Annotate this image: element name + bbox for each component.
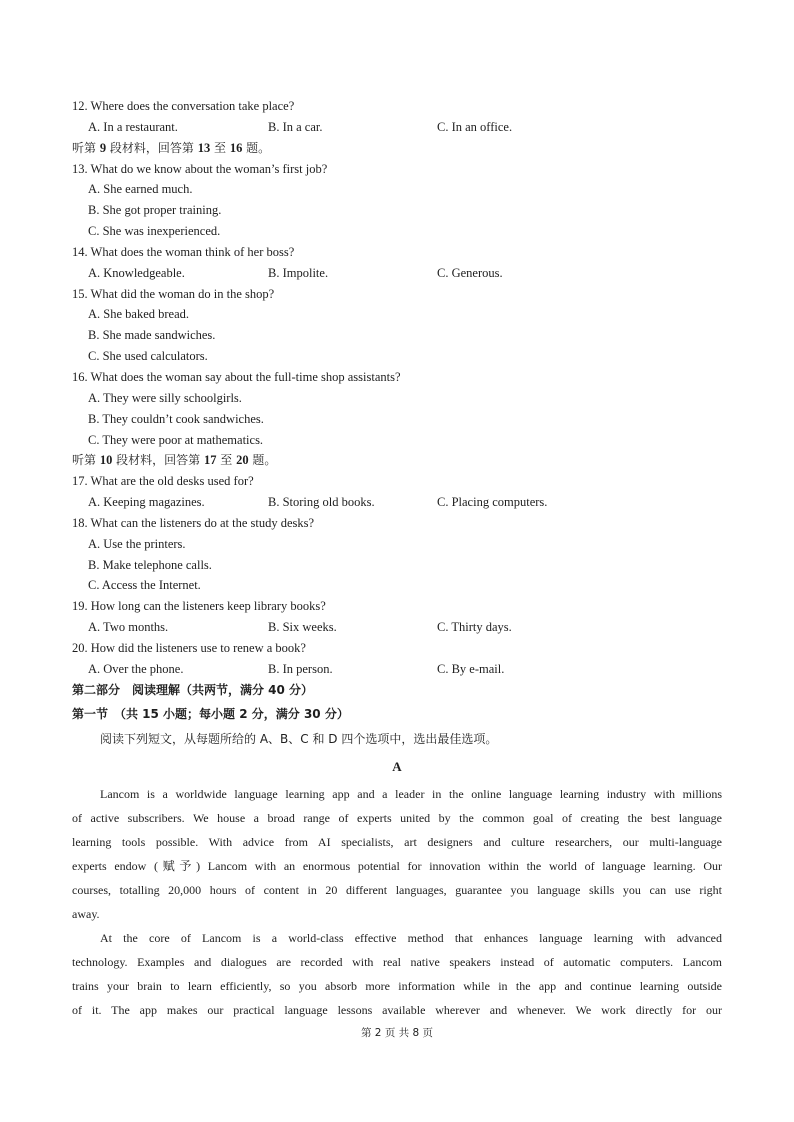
passage-line: Lancom is a worldwide language learning app and a leader in the online language learning industry with millions xyxy=(100,787,722,801)
question-14-stem: 14. What does the woman think of her boss? xyxy=(72,244,295,259)
question-17-option: B. Storing old books. xyxy=(268,495,375,510)
question-20-option: A. Over the phone. xyxy=(88,661,184,676)
question-18-option: A. Use the printers. xyxy=(88,536,186,551)
question-16-option: A. They were silly schoolgirls. xyxy=(88,390,242,405)
question-12-option: B. In a car. xyxy=(268,119,323,134)
question-17-option: C. Placing computers. xyxy=(437,495,548,510)
question-18-option: C. Access the Internet. xyxy=(88,578,201,593)
passage-line: courses, totalling 20,000 hours of content in 20 different languages, guarantee you language skills you can use right xyxy=(72,883,722,897)
passage-paragraph xyxy=(72,782,722,926)
question-16-option: C. They were poor at mathematics. xyxy=(88,432,264,447)
question-12-stem: 12. Where does the conversation take place? xyxy=(72,99,295,113)
listening-instruction xyxy=(72,450,732,471)
passage-line: of it. The app makes our practical language lessons available wherever and whenever. We work directly for our xyxy=(72,1003,722,1017)
instruction-part: 题。 xyxy=(248,453,277,468)
instruction-part: 20 xyxy=(236,453,249,468)
instruction-part: 题。 xyxy=(242,140,271,155)
question-19-option: B. Six weeks. xyxy=(268,620,337,635)
question-19-option: C. Thirty days. xyxy=(437,620,512,635)
passage-line: away. xyxy=(72,907,100,921)
passage-title: A xyxy=(392,759,402,774)
listening-instruction xyxy=(72,138,732,159)
question-19-options xyxy=(72,617,732,638)
question-15-option: C. She used calculators. xyxy=(88,349,208,364)
instruction-part: 17 xyxy=(203,453,217,468)
question-14-option: A. Knowledgeable. xyxy=(88,265,185,280)
passage-line: learning tools possible. With advice from AI specialists, art designers and culture researchers, our multi-language xyxy=(72,835,722,849)
question-18-option: B. Make telephone calls. xyxy=(88,557,212,572)
question-19-option: A. Two months. xyxy=(88,620,169,635)
instruction-part: 9 xyxy=(99,140,107,155)
reading-instruction: 阅读下列短文，从每题所给的 A、B、C 和 D 四个选项中，选出最佳选项。 xyxy=(100,732,498,746)
passage-line: experts endow (赋予) Lancom with an enormous potential for innovation within the world of language learning. Our xyxy=(72,859,722,873)
instruction-part: 10 xyxy=(99,453,113,468)
question-13-stem: 13. What do we know about the woman’s first job? xyxy=(72,161,328,176)
question-12-option: C. In an office. xyxy=(437,119,513,134)
question-14-option: B. Impolite. xyxy=(268,265,329,280)
question-13-option: A. She earned much. xyxy=(88,182,193,197)
question-17-options xyxy=(72,492,732,513)
passage-line: At the core of Lancom is a world-class effective method that enhances language learning with advanced xyxy=(100,931,722,945)
instruction-part: 至 xyxy=(210,140,230,155)
question-16-option: B. They couldn’t cook sandwiches. xyxy=(88,411,264,426)
passage-line: technology. Examples and dialogues are recorded with real native speakers instead of automatic computers. Lancom xyxy=(72,955,722,969)
instruction-part: 至 xyxy=(216,453,237,468)
question-15-option: B. She made sandwiches. xyxy=(88,328,216,343)
question-20-option: B. In person. xyxy=(268,661,333,676)
passage-a xyxy=(72,782,722,1022)
part-two-heading: 第二部分 阅读理解（共两节，满分 40 分） xyxy=(72,683,314,697)
question-20-option: C. By e-mail. xyxy=(437,661,505,676)
passage-line: of active subscribers. We house a broad range of experts united by the common goal of creating the best language xyxy=(72,811,722,825)
question-20-stem: 20. How did the listeners use to renew a book? xyxy=(72,640,306,655)
question-19-stem: 19. How long can the listeners keep library books? xyxy=(72,599,326,614)
question-14-options xyxy=(72,263,732,284)
instruction-part: 13 xyxy=(197,140,211,155)
question-13-option: C. She was inexperienced. xyxy=(88,224,221,239)
question-14-option: C. Generous. xyxy=(437,265,503,280)
question-18-stem: 18. What can the listeners do at the study desks? xyxy=(72,515,315,530)
question-12-options xyxy=(72,117,732,138)
instruction-part: 段材料，回答第 xyxy=(106,140,198,155)
listening-questions xyxy=(72,96,732,680)
question-20-options xyxy=(72,659,732,680)
instruction-part: 听第 xyxy=(72,140,100,155)
instruction-part: 段材料，回答第 xyxy=(112,453,204,468)
question-16-stem: 16. What does the woman say about the full-time shop assistants? xyxy=(72,369,401,384)
page-footer: 第 2 页 共 8 页 xyxy=(360,1027,434,1039)
question-17-option: A. Keeping magazines. xyxy=(88,495,205,510)
section-one-heading: 第一节 （共 15 小题；每小题 2 分，满分 30 分） xyxy=(72,707,349,721)
question-17-stem: 17. What are the old desks used for? xyxy=(72,474,254,489)
passage-line: trains your brain to learn efficiently, so you absorb more information while in the app and continue learning outside xyxy=(72,979,722,993)
passage-paragraph xyxy=(72,926,722,1022)
question-15-stem: 15. What did the woman do in the shop? xyxy=(72,286,275,301)
question-12-option: A. In a restaurant. xyxy=(88,119,178,134)
question-13-option: B. She got proper training. xyxy=(88,203,222,218)
question-15-option: A. She baked bread. xyxy=(88,307,190,322)
instruction-part: 听第 xyxy=(72,453,100,468)
instruction-part: 16 xyxy=(229,140,243,155)
